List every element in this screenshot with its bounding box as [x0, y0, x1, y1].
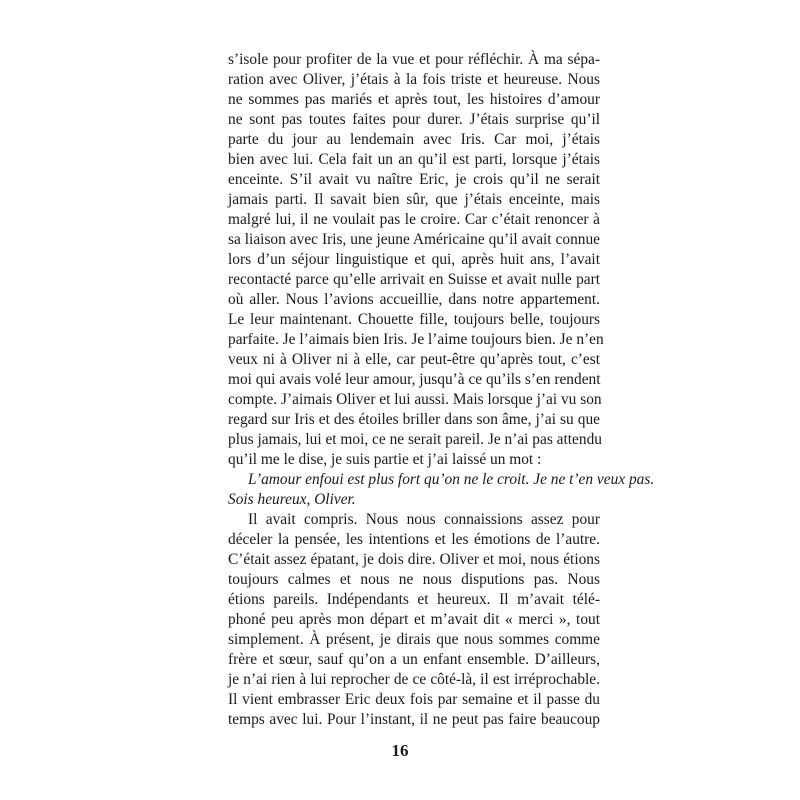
- text-line: ne sommes pas mariés et après tout, les histoires d’amour: [228, 91, 600, 108]
- text-line: jamais parti. Il savait bien sûr, que j’étais enceinte, mais: [228, 191, 600, 208]
- text-line: sa liaison avec Iris, une jeune Américaine qu’il avait connue: [228, 231, 600, 248]
- text-line: phoné peu après mon départ et m’avait dit « merci », tout: [228, 611, 600, 628]
- text-line: étions pareils. Indépendants et heureux. Il m’avait télé-: [228, 591, 600, 608]
- text-line: Sois heureux, Oliver.: [228, 491, 356, 508]
- text-line: déceler la pensée, les intentions et les émotions de l’autre.: [228, 531, 600, 548]
- text-line: compte. J’aimais Oliver et lui aussi. Mais lorsque j’ai vu son: [228, 391, 602, 408]
- text-line: frère et sœur, sauf qu’on a un enfant ensemble. D’ailleurs,: [228, 651, 600, 668]
- text-line: Le leur maintenant. Chouette fille, toujours belle, toujours: [228, 311, 600, 328]
- text-line: Il vient embrasser Eric deux fois par semaine et il passe du: [228, 691, 600, 708]
- text-line: simplement. À présent, je dirais que nous sommes comme: [228, 631, 600, 648]
- text-line: moi qui avais volé leur amour, jusqu’à ce qu’ils s’en rendent: [228, 371, 601, 388]
- text-line: toujours calmes et nous ne nous disputions pas. Nous: [228, 571, 600, 588]
- text-line: L’amour enfoui est plus fort qu’on ne le croit. Je ne t’en veux pas.: [248, 471, 655, 488]
- text-line: regard sur Iris et des étoiles briller dans son âme, j’ai su que: [228, 411, 600, 428]
- text-line: s’isole pour profiter de la vue et pour réfléchir. À ma sépa-: [228, 51, 600, 68]
- text-line: lors d’un séjour linguistique et qui, après huit ans, l’avait: [228, 251, 600, 268]
- text-line: C’était assez épatant, je dois dire. Oliver et moi, nous étions: [228, 551, 600, 568]
- text-line: Il avait compris. Nous nous connaissions assez pour: [248, 511, 600, 528]
- text-line: bien avec lui. Cela fait un an qu’il est parti, lorsque j’étais: [228, 151, 600, 168]
- page-number: 16: [391, 741, 409, 760]
- text-line: plus jamais, lui et moi, ce ne serait pareil. Je n’ai pas attendu: [228, 431, 602, 448]
- text-line: qu’il me le dise, je suis partie et j’ai laissé un mot :: [228, 451, 542, 468]
- text-line: ne sont pas toutes faites pour durer. J’étais surprise qu’il: [228, 111, 600, 128]
- text-line: ration avec Oliver, j’étais à la fois triste et heureuse. Nous: [228, 71, 600, 88]
- text-line: temps avec lui. Pour l’instant, il ne peut pas faire beaucoup: [228, 711, 600, 728]
- text-line: enceinte. S’il avait vu naître Eric, je crois qu’il ne serait: [228, 171, 600, 188]
- text-line: parfaite. Je l’aimais bien Iris. Je l’aime toujours bien. Je n’en: [228, 331, 604, 348]
- text-line: malgré lui, il ne voulait pas le croire. Car c’était renoncer à: [228, 211, 600, 228]
- text-line: je n’ai rien à lui reprocher de ce côté-là, il est irréprochable.: [228, 671, 600, 688]
- text-line: parte du jour au lendemain avec Iris. Car moi, j’étais: [228, 131, 600, 148]
- text-line: veux ni à Oliver ni à elle, car peut-être qu’après tout, c’est: [228, 351, 600, 368]
- text-line: où aller. Nous l’avions accueillie, dans notre appartement.: [228, 291, 600, 308]
- text-line: recontacté parce qu’elle arrivait en Suisse et avait nulle part: [228, 271, 600, 288]
- body-text: [228, 50, 655, 730]
